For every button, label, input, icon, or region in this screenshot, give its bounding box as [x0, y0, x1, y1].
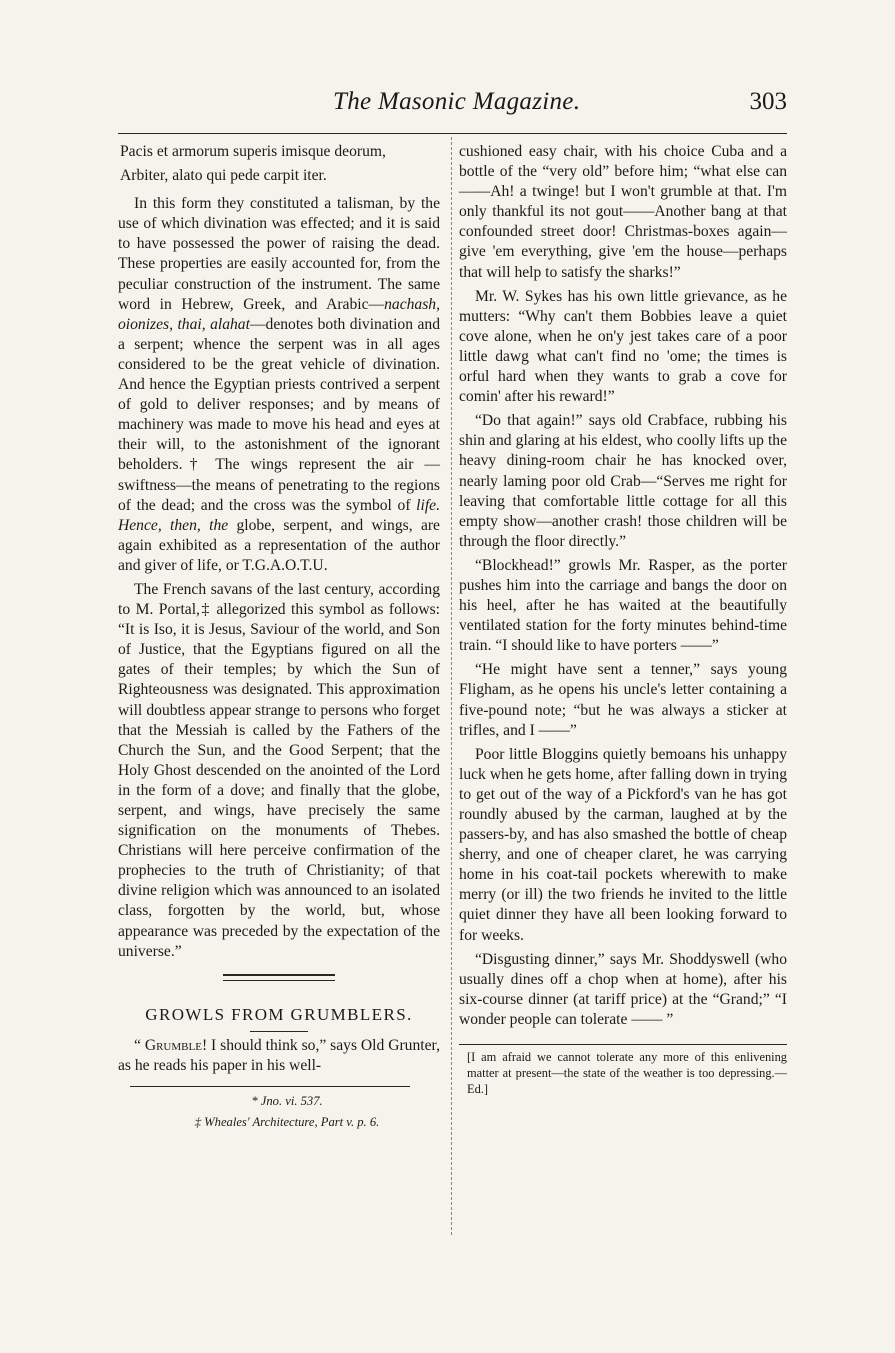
paragraph-sykes: Mr. W. Sykes has his own little grievance, as he mutters: “Why can't them Bobbies leave a quiet cove alone, when he on'y jest takes care of a poor little dawg what can't find no 'ome; the times is orful hard when they wants to grab a cove for comin' after his reward!”: [459, 287, 787, 406]
paragraph-bloggins: Poor little Bloggins quietly bemoans his unhappy luck when he gets home, after falling down in trying to get out of the way of a Pickford's van he has got roundly abused by the carman, laughed at by the passers-by, and has also smashed the bottle of cheap sherry, and one of cheaper claret, he was carrying home in his coat-tail pockets wherewith to make merry (or ill) the two friends he invited to the little quiet dinner they have all been looking forward to for weeks.: [459, 745, 787, 944]
page-number: 303: [749, 88, 787, 115]
footnote-1: * Jno. vi. 537.: [251, 1094, 323, 1109]
section-title: GROWLS FROM GRUMBLERS.: [145, 1004, 413, 1024]
header-rule: [118, 133, 787, 134]
footnote-2: ‡ Wheales' Architecture, Part v. p. 6.: [194, 1115, 380, 1130]
paragraph-grumble: “ Grumble! I should think so,” says Old Grunter, as he reads his paper in his well-: [118, 1036, 440, 1074]
paragraph-fligham: “He might have sent a tenner,” says young Fligham, as he opens his uncle's letter containing a five-pound note; “but he was always a sticker at trifles, and I ——”: [459, 661, 787, 739]
latin-quote-line-1: Pacis et armorum superis imisque deorum,: [120, 143, 386, 160]
editor-note: [I am afraid we cannot tolerate any more of this enlivening matter at present—the state of the weather is too depressing.—Ed.]: [467, 1050, 787, 1097]
paragraph-grunter: cushioned easy chair, with his choice Cuba and a bottle of the “very old” before him; “what else can——Ah! a twinge! but I won't grumble at that. I'm only thankful its not gout——Another bang at that confounded street door! Christmas-boxes again—give 'em everything, give 'em the house—perhaps that will help to satisfy the sharks!”: [459, 143, 787, 281]
left-column: [118, 142, 440, 1135]
paragraph-shoddyswell: “Disgusting dinner,” says Mr. Shoddyswell (who usually dines off a chop when at home), after his six-course dinner (at tariff price) at the “Grand;” “I wonder people can tolerate —— ”: [459, 950, 787, 1028]
column-divider: [451, 137, 452, 1235]
editor-note-rule: [459, 1044, 787, 1045]
footnote-rule: [130, 1086, 410, 1087]
paragraph-talisman: In this form they constituted a talisman, by the use of which divination was effected; and it is said to have possessed the power of raising the dead. These properties are easily accounted for, from the peculiar construction of the instrument. The same word in Hebrew, Greek, and Arabic—nachash, oionizes, thai, alahat—denotes both divination and a serpent; whence the serpent was in all ages considered to be the great vehicle of divination. And hence the Egyptian priests contrived a serpent of gold to deliver responses; and by means of machinery was made to move his head and eyes at their will, to the astonishment of the ignorant beholders.† The wings represent the air —swiftness—the means of penetrating to the regions of the dead; and the cross was the symbol of life. Hence, then, the globe, serpent, and wings, are again exhibited as a representation of the author and giver of life, or T.G.A.O.T.U.: [118, 195, 440, 574]
latin-quote-line-2: Arbiter, alato qui pede carpit iter.: [120, 167, 327, 185]
paragraph-french-savans: The French savans of the last century, according to M. Portal,‡ allegorized this symbol as follows: “It is Iso, it is Jesus, Saviour of the world, and Son of Justice, that the Egyptians figured on all the gates of their temples; by which the Sun of Righteousness was designated. This approximation will doubtless appear strange to persons who forget that the Messiah is called by the Fathers of the Church the Sun, and the Good Serpent; that the Holy Ghost descended on the anointed of the Lord in the form of a dove; and finally that the globe, serpent, and wings, have precisely the same signification on the monuments of Thebes. Christians will here perceive confirmation of the prophecies to the truth of Christianity; of that divine religion which was announced to an isolated class, forgotten by the world, but, whose appearance was preceded by the expectation of the universe.”: [118, 580, 440, 960]
section-divider: [223, 974, 335, 981]
running-head: [118, 88, 787, 124]
title-rule: [250, 1031, 308, 1032]
paragraph-crabface: “Do that again!” says old Crabface, rubbing his shin and glaring at his eldest, who coolly lifts up the heavy dining-room chair he has knocked over, nearly laming poor old Crab—“Serves me right for leaving that comfortable little cottage for all this empty show—another crash! those children will be through the floor directly.”: [459, 412, 787, 550]
paragraph-rasper: “Blockhead!” growls Mr. Rasper, as the porter pushes him into the carriage and bangs the door on his heel, after he has waited at the beautifully ventilated station for the forty minutes behind-time train. “I should like to have porters ——”: [459, 556, 787, 655]
right-column: [459, 142, 787, 1097]
journal-title: The Masonic Magazine.: [333, 88, 581, 115]
